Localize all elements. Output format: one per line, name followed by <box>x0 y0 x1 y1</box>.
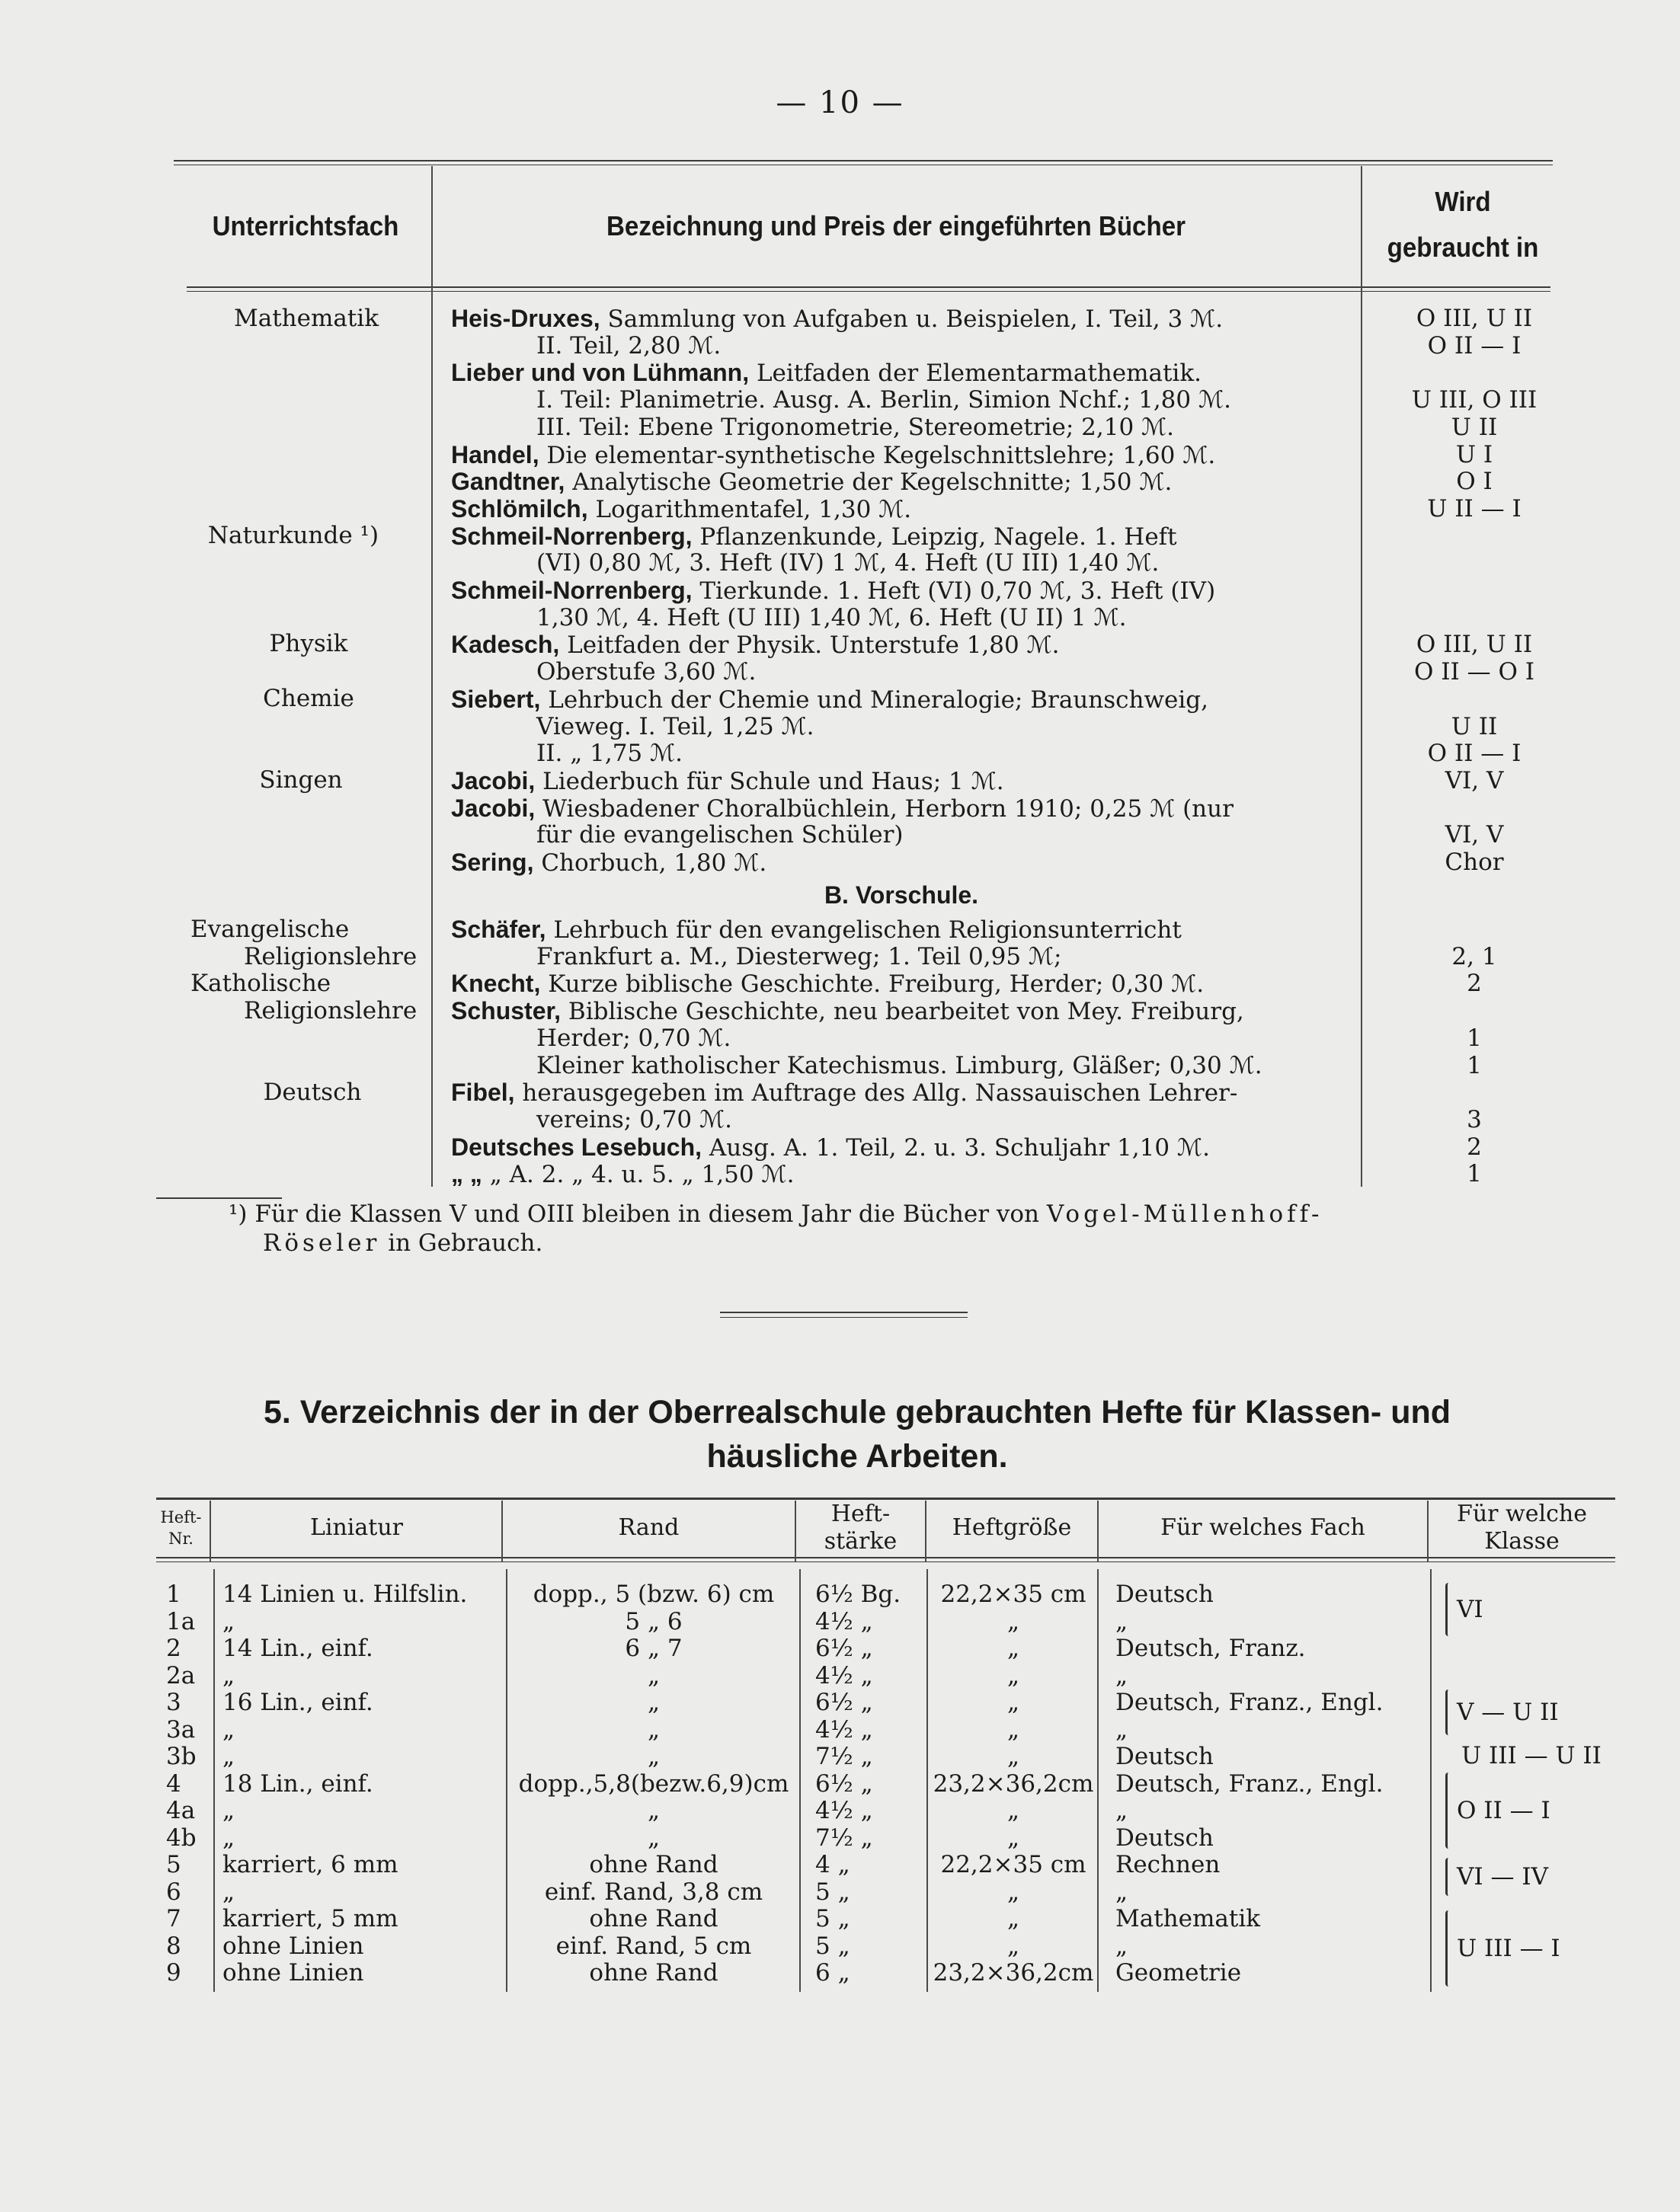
t2-cell-st: 4½ „ <box>815 1607 873 1635</box>
book-entry <box>451 997 1352 1025</box>
book-description: Lehrbuch der Chemie und Mineralogie; Braunschweig, <box>540 686 1208 714</box>
page-number: — 10 — <box>776 85 904 120</box>
t2-cell-lin: „ <box>222 1743 235 1770</box>
book-description: Wiesbadener Choralbüchlein, Herborn 1910; 0,25 ℳ (nur <box>535 794 1234 823</box>
book-author: Lieber und von Lühmann, <box>451 359 750 387</box>
t2-cell-lin: „ <box>222 1715 235 1744</box>
book-description: Chorbuch, 1,80 ℳ. <box>533 849 767 877</box>
t2-cell-rand: 6 „ 7 <box>625 1635 683 1662</box>
book-description: III. Teil: Ebene Trigonometrie, Stereometrie; 2,10 ℳ. <box>536 413 1175 441</box>
t2-cell-gr: „ <box>1006 1743 1020 1770</box>
t2-cell-nr: 7 <box>166 1905 181 1932</box>
t2-header-klasse-2: Klasse <box>1484 1528 1560 1555</box>
klasse-group-1-label: VI <box>1457 1596 1483 1623</box>
t2-cell-nr: 5 <box>166 1851 181 1878</box>
t2-top-rule <box>156 1498 1615 1500</box>
t2-cell-nr: 1 <box>166 1581 181 1608</box>
t2-header-rule <box>156 1557 1615 1558</box>
klasse-group-5 <box>1445 1858 1548 1896</box>
t2-cell-st: 7½ „ <box>815 1743 873 1770</box>
section-5-heading <box>114 1390 1600 1478</box>
t2-cell-rand: dopp.,5,8(bezw.6,9)cm <box>518 1769 789 1798</box>
t2-cell-fach: Deutsch <box>1115 1581 1214 1608</box>
book-author: Schuster, <box>451 997 562 1025</box>
klasse-group-6-label: U III — I <box>1457 1935 1560 1962</box>
t2-cell-rand: 5 „ 6 <box>625 1607 683 1635</box>
t2-cell-nr: 3b <box>166 1743 197 1770</box>
t2-cell-rand: einf. Rand, 5 cm <box>555 1932 752 1960</box>
book-entry <box>451 386 1437 414</box>
book-class: 3 <box>1467 1105 1482 1133</box>
book-entry <box>451 441 1352 469</box>
t2-cell-lin: ohne Linien <box>222 1959 364 1987</box>
t2-cell-st: 4½ „ <box>815 1715 873 1744</box>
book-entry <box>451 359 1352 387</box>
book-description: für die evangelischen Schüler) <box>536 821 904 849</box>
book-class: U II <box>1451 413 1498 441</box>
t2-cell-lin: „ <box>222 1607 235 1635</box>
t2-cell-rand: „ <box>647 1797 661 1824</box>
book-entry <box>451 658 1437 686</box>
subject-katholisch-2: Religionslehre <box>244 997 418 1024</box>
book-description: „ A. 2. „ 4. u. 5. „ 1,50 ℳ. <box>482 1161 795 1189</box>
book-description: Leitfaden der Physik. Unterstufe 1,80 ℳ. <box>559 631 1060 660</box>
book-entry <box>451 577 1352 605</box>
t2-cell-rand: dopp., 5 (bzw. 6) cm <box>533 1581 775 1608</box>
book-entry <box>451 1106 1437 1133</box>
book-entry <box>451 794 1352 823</box>
book-author: „ „ <box>451 1160 482 1188</box>
book-author: Schäfer, <box>451 916 546 943</box>
book-class: Chor <box>1445 849 1504 876</box>
t2-body-div-2 <box>506 1569 507 1992</box>
klasse-group-2-label: V — U II <box>1457 1699 1559 1726</box>
t2-cell-st: 4½ „ <box>815 1797 873 1824</box>
book-author: Handel, <box>451 440 539 468</box>
t2-cell-lin: 14 Linien u. Hilfslin. <box>222 1581 468 1608</box>
t2-body-div-3 <box>799 1569 801 1992</box>
book-author: Jacobi, <box>451 794 536 822</box>
footnote-line2 <box>263 1229 542 1258</box>
t2-cell-st: 6½ „ <box>815 1769 873 1798</box>
t2-cell-lin: karriert, 6 mm <box>222 1851 398 1878</box>
book-class: U II — I <box>1427 494 1522 523</box>
t2-cell-fach: „ <box>1115 1607 1128 1635</box>
book-entry <box>451 305 1352 333</box>
book-class: U I <box>1455 440 1493 468</box>
t2-cell-nr: 8 <box>166 1932 181 1960</box>
klasse-group-1 <box>1445 1583 1483 1636</box>
book-entry <box>451 495 1352 523</box>
t2-cell-lin: „ <box>222 1824 235 1852</box>
t2-cell-gr: 23,2×36,2cm <box>933 1769 1094 1798</box>
t2-cell-lin: 14 Lin., einf. <box>222 1635 373 1662</box>
footnote-names-2: Röseler <box>263 1229 381 1257</box>
book-entry <box>451 523 1352 551</box>
book-entry <box>451 1024 1437 1052</box>
book-entry <box>451 970 1352 998</box>
t2-cell-st: 5 „ <box>815 1905 850 1932</box>
book-class: U III, O III <box>1411 386 1538 414</box>
t2-cell-fach: Deutsch, Franz., Engl. <box>1115 1769 1384 1798</box>
t2-cell-lin: „ <box>222 1878 235 1906</box>
t2-cell-fach: Deutsch, Franz. <box>1115 1635 1306 1662</box>
t2-cell-fach: Rechnen <box>1115 1851 1221 1878</box>
klasse-group-4-label: O II — I <box>1457 1797 1550 1824</box>
book-description: Liederbuch für Schule und Haus; 1 ℳ. <box>535 767 1004 795</box>
t2-cell-nr: 3 <box>166 1689 181 1716</box>
t2-header-groesse: Heftgröße <box>952 1514 1072 1541</box>
subject-mathematik: Mathematik <box>233 305 379 332</box>
book-author: Gandtner, <box>451 468 565 496</box>
book-description: Analytische Geometrie der Kegelschnitte; 1,50 ℳ. <box>565 468 1173 497</box>
t2-cell-fach: „ <box>1115 1797 1128 1824</box>
t2-header-rand: Rand <box>618 1514 680 1541</box>
t2-cell-nr: 9 <box>166 1959 181 1987</box>
book-class: O II — I <box>1427 331 1522 360</box>
t2-body-div-1 <box>213 1569 215 1992</box>
header-used-in-line2: gebraucht in <box>1387 232 1539 263</box>
book-class: VI, V <box>1445 821 1504 849</box>
t2-cell-fach: Mathematik <box>1115 1905 1261 1932</box>
book-author: Siebert, <box>451 685 541 713</box>
book-class: 2 <box>1467 970 1482 998</box>
book-description: Oberstufe 3,60 ℳ. <box>536 658 757 686</box>
t2-cell-rand: ohne Rand <box>589 1851 718 1878</box>
book-description: 1,30 ℳ, 4. Heft (U III) 1,40 ℳ, 6. Heft (U II) 1 ℳ. <box>536 603 1127 631</box>
t2-cell-nr: 4b <box>166 1824 197 1852</box>
book-class: 1 <box>1467 1160 1482 1188</box>
t2-cell-gr: 22,2×35 cm <box>940 1581 1086 1608</box>
book-class: O III, U II <box>1416 305 1533 332</box>
subject-evangelisch-1: Evangelische <box>190 916 350 943</box>
subject-deutsch: Deutsch <box>263 1079 362 1106</box>
t2-cell-nr: 2 <box>166 1635 181 1662</box>
book-author: Heis-Druxes, <box>451 305 600 332</box>
t2-cell-rand: ohne Rand <box>589 1959 718 1987</box>
book-description: Herder; 0,70 ℳ. <box>536 1024 731 1052</box>
t2-cell-fach: Deutsch <box>1115 1824 1214 1852</box>
t2-cell-st: 5 „ <box>815 1932 850 1960</box>
book-description: Kurze biblische Geschichte. Freiburg, Herder; 0,30 ℳ. <box>540 970 1205 999</box>
t2-cell-fach: „ <box>1115 1932 1128 1960</box>
footnote-line1 <box>229 1200 1323 1229</box>
t2-cell-lin: karriert, 5 mm <box>222 1905 398 1932</box>
book-entry <box>451 468 1352 496</box>
t2-cell-lin: 16 Lin., einf. <box>222 1689 373 1716</box>
t2-cell-lin: „ <box>222 1797 235 1824</box>
t2-cell-gr: 23,2×36,2cm <box>933 1959 1094 1987</box>
book-class: O II — O I <box>1414 658 1534 686</box>
t2-cell-rand: ohne Rand <box>589 1905 718 1932</box>
book-entry <box>451 549 1437 577</box>
t2-header-staerke <box>796 1501 925 1555</box>
book-description: herausgegeben im Auftrage des Allg. Nassauischen Lehrer- <box>514 1079 1238 1108</box>
book-author: Jacobi, <box>451 766 536 794</box>
book-entry <box>451 943 1437 970</box>
subject-physik: Physik <box>269 630 348 657</box>
book-author: Schlömilch, <box>451 494 588 523</box>
subject-katholisch-1: Katholische <box>190 970 331 997</box>
t2-cell-lin: ohne Linien <box>222 1932 364 1960</box>
t2-body-div-5 <box>1097 1569 1099 1992</box>
footnote-text-1: ¹) Für die Klassen V und OIII bleiben in diesem Jahr die Bücher von <box>229 1200 1047 1228</box>
t2-cell-lin: „ <box>222 1661 235 1689</box>
book-author: Schmeil-Norrenberg, <box>451 522 693 550</box>
t2-header-nr <box>152 1507 210 1549</box>
subject-naturkunde: Naturkunde ¹) <box>207 522 379 549</box>
book-entry <box>451 414 1437 441</box>
t2-cell-rand: „ <box>647 1661 661 1689</box>
book-entry <box>451 332 1437 360</box>
header-used-in-line1: Wird <box>1435 186 1491 217</box>
t2-cell-fach: „ <box>1115 1715 1128 1744</box>
t2-cell-st: 6½ „ <box>815 1689 873 1716</box>
book-entry <box>451 821 1437 849</box>
book-class: 2 <box>1467 1133 1482 1161</box>
t2-cell-gr: 22,2×35 cm <box>940 1851 1086 1878</box>
book-description: Biblische Geschichte, neu bearbeitet von Mey. Freiburg, <box>561 998 1244 1026</box>
book-description: Frankfurt a. M., Diesterweg; 1. Teil 0,95 ℳ; <box>536 942 1062 970</box>
book-entry <box>451 1133 1352 1162</box>
book-description: I. Teil: Planimetrie. Ausg. A. Berlin, Simion Nchf.; 1,80 ℳ. <box>536 386 1231 414</box>
book-entry <box>451 713 1437 740</box>
section-5-title-line2: häusliche Arbeiten. <box>706 1438 1008 1475</box>
t2-cell-fach: „ <box>1115 1878 1128 1906</box>
book-entry <box>451 1160 1352 1188</box>
t2-header-klasse <box>1429 1501 1615 1555</box>
book-description: Sammlung von Aufgaben u. Beispielen, I. Teil, 3 ℳ. <box>600 305 1224 333</box>
t2-body-div-6 <box>1430 1569 1432 1992</box>
klasse-group-6 <box>1445 1910 1560 1987</box>
t2-cell-nr: 1a <box>166 1607 196 1635</box>
t2-col-div-1 <box>210 1501 211 1562</box>
klasse-group-5-label: VI — IV <box>1457 1863 1548 1891</box>
t2-cell-st: 6½ „ <box>815 1635 873 1662</box>
klasse-group-3: U III — U II <box>1461 1742 1602 1769</box>
t2-cell-gr: „ <box>1006 1635 1020 1662</box>
t2-cell-gr: „ <box>1006 1824 1020 1852</box>
book-author: Deutsches Lesebuch, <box>451 1133 702 1161</box>
book-description: II. Teil, 2,80 ℳ. <box>536 331 722 360</box>
book-entry <box>451 686 1352 714</box>
t2-header-staerke-1: Heft- <box>830 1501 891 1527</box>
t2-cell-lin: 18 Lin., einf. <box>222 1769 373 1798</box>
book-author: Sering, <box>451 849 534 876</box>
t2-header-nr-1: Heft- <box>160 1508 202 1526</box>
t2-cell-fach: Deutsch <box>1115 1743 1214 1770</box>
book-description: Kleiner katholischer Katechismus. Limburg, Gläßer; 0,30 ℳ. <box>536 1051 1262 1079</box>
book-class: O II — I <box>1427 740 1522 768</box>
t2-cell-gr: „ <box>1006 1661 1020 1689</box>
t2-cell-st: 7½ „ <box>815 1824 873 1852</box>
book-description: Pflanzenkunde, Leipzig, Nagele. 1. Heft <box>692 523 1177 551</box>
book-entry <box>451 604 1437 631</box>
book-entry <box>451 1052 1437 1079</box>
t2-cell-nr: 2a <box>166 1661 196 1689</box>
section-5-title-line1: 5. Verzeichnis der in der Oberrealschule gebrauchten Hefte für Klassen- und <box>263 1394 1451 1430</box>
book-description: (VI) 0,80 ℳ, 3. Heft (IV) 1 ℳ, 4. Heft (U III) 1,40 ℳ. <box>536 549 1160 577</box>
header-subject: Unterrichtsfach <box>212 210 399 241</box>
t2-cell-st: 4½ „ <box>815 1661 873 1689</box>
t2-cell-gr: „ <box>1006 1932 1020 1960</box>
t2-cell-rand: einf. Rand, 3,8 cm <box>544 1878 763 1906</box>
book-entry <box>451 767 1352 795</box>
book-entry <box>451 849 1352 877</box>
table-top-rule <box>174 160 1553 161</box>
klasse-group-4 <box>1445 1772 1550 1849</box>
book-class: O I <box>1456 468 1493 496</box>
t2-cell-fach: „ <box>1115 1661 1128 1689</box>
t2-body-div-4 <box>926 1569 928 1992</box>
t2-cell-fach: Deutsch, Franz., Engl. <box>1115 1689 1384 1716</box>
book-class: 1 <box>1467 1051 1482 1079</box>
book-author: Fibel, <box>451 1079 515 1107</box>
book-class: 2, 1 <box>1451 942 1497 970</box>
t2-cell-nr: 6 <box>166 1878 181 1906</box>
t2-cell-gr: „ <box>1006 1878 1020 1906</box>
t2-header-klasse-1: Für welche <box>1457 1501 1587 1527</box>
book-author: Knecht, <box>451 970 541 998</box>
t2-cell-st: 5 „ <box>815 1878 850 1906</box>
book-description: Leitfaden der Elementarmathematik. <box>749 360 1202 388</box>
subject-singen: Singen <box>259 766 343 794</box>
footnote-text-2: in Gebrauch. <box>380 1229 543 1257</box>
section-b-title: B. Vorschule. <box>824 881 979 909</box>
header-bottom-rule <box>187 286 1550 288</box>
t2-header-nr-2: Nr. <box>168 1530 194 1548</box>
book-entry <box>451 916 1352 944</box>
book-description: Vieweg. I. Teil, 1,25 ℳ. <box>536 712 814 740</box>
book-entry <box>451 740 1437 767</box>
t2-cell-nr: 4 <box>166 1769 181 1798</box>
book-class: 1 <box>1467 1024 1482 1052</box>
book-description: Tierkunde. 1. Heft (VI) 0,70 ℳ, 3. Heft (IV) <box>692 577 1216 605</box>
t2-cell-nr: 3a <box>166 1715 196 1744</box>
t2-cell-st: 4 „ <box>815 1851 850 1878</box>
t2-cell-rand: „ <box>647 1824 661 1852</box>
book-author: Schmeil-Norrenberg, <box>451 577 693 604</box>
t2-header-fach: Für welches Fach <box>1160 1514 1365 1541</box>
t2-header-staerke-2: stärke <box>824 1528 898 1555</box>
book-class: VI, V <box>1445 766 1504 794</box>
t2-cell-gr: „ <box>1006 1689 1020 1716</box>
book-entry <box>451 631 1352 659</box>
book-description: Die elementar-synthetische Kegelschnittslehre; 1,60 ℳ. <box>539 441 1216 469</box>
section-divider <box>720 1312 968 1313</box>
book-description: Logarithmentafel, 1,30 ℳ. <box>587 495 912 523</box>
header-bottom-rule-2 <box>187 291 1550 292</box>
book-description: II. „ 1,75 ℳ. <box>536 740 683 768</box>
book-class: U II <box>1451 712 1498 740</box>
t2-cell-st: 6 „ <box>815 1959 850 1987</box>
t2-cell-gr: „ <box>1006 1905 1020 1932</box>
t2-header-liniatur: Liniatur <box>309 1514 404 1541</box>
book-class: O III, U II <box>1416 631 1533 659</box>
book-description: Ausg. A. 1. Teil, 2. u. 3. Schuljahr 1,10 ℳ. <box>702 1133 1210 1162</box>
book-entry <box>451 1079 1352 1107</box>
t2-cell-gr: „ <box>1006 1607 1020 1635</box>
subject-evangelisch-2: Religionslehre <box>244 943 418 970</box>
book-author: Kadesch, <box>451 631 560 659</box>
t2-cell-st: 6½ Bg. <box>815 1581 901 1608</box>
t2-cell-rand: „ <box>647 1715 661 1744</box>
book-description: Lehrbuch für den evangelischen Religionsunterricht <box>546 916 1182 944</box>
t2-cell-gr: „ <box>1006 1715 1020 1744</box>
footnote-rule <box>156 1197 282 1199</box>
subject-chemie: Chemie <box>263 685 354 712</box>
t2-cell-rand: „ <box>647 1743 661 1770</box>
header-books: Bezeichnung und Preis der eingeführten Bücher <box>606 210 1186 241</box>
t2-cell-rand: „ <box>647 1689 661 1716</box>
t2-cell-nr: 4a <box>166 1797 196 1824</box>
footnote-names-1: Vogel-Müllenhoff- <box>1046 1200 1323 1228</box>
t2-cell-gr: „ <box>1006 1797 1020 1824</box>
section-divider-2 <box>720 1317 968 1318</box>
t2-cell-fach: Geometrie <box>1115 1959 1242 1987</box>
book-description: vereins; 0,70 ℳ. <box>536 1105 732 1133</box>
klasse-group-2 <box>1445 1689 1559 1735</box>
